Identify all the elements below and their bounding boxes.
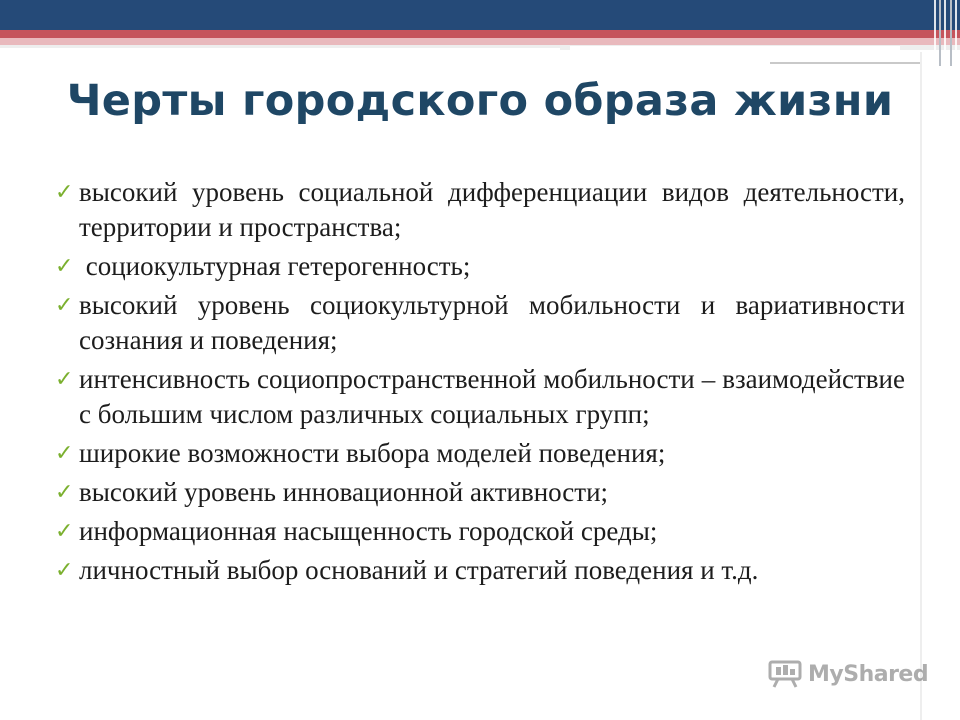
header-band-pink — [0, 38, 960, 45]
header-band-blue — [0, 0, 960, 30]
checkmark-icon: ✓ — [55, 441, 74, 466]
list-item-text: интенсивность социопространственной мобильности – взаимодействие с большим числом различных социальных групп; — [79, 364, 905, 429]
list-item-text: широкие возможности выбора моделей поведения; — [79, 438, 666, 468]
checkmark-icon: ✓ — [55, 558, 74, 583]
projector-logo-icon — [768, 659, 802, 689]
checkmark-icon: ✓ — [55, 293, 74, 318]
checkmark-icon: ✓ — [55, 367, 74, 392]
header-band-red — [0, 30, 960, 38]
list-item — [55, 553, 905, 588]
myshared-watermark — [768, 654, 928, 694]
feature-list — [55, 175, 905, 592]
list-item — [55, 362, 905, 432]
checkmark-icon: ✓ — [55, 519, 74, 544]
list-item — [55, 288, 905, 358]
checkmark-icon: ✓ — [55, 480, 74, 505]
list-item — [55, 475, 905, 510]
list-item — [55, 436, 905, 471]
list-item — [55, 514, 905, 549]
list-item-text: социокультурная гетерогенность; — [79, 251, 471, 281]
list-item-text: высокий уровень социальной дифференциации видов деятельности, территории и пространства; — [79, 177, 905, 242]
list-item-text: личностный выбор оснований и стратегий поведения и т.д. — [79, 555, 759, 585]
header-vertical-stripes — [930, 0, 960, 66]
header-accent-line — [770, 62, 920, 64]
checkmark-icon: ✓ — [55, 180, 74, 205]
watermark-text: MyShared — [808, 661, 929, 687]
list-item — [55, 175, 905, 245]
list-item — [55, 249, 905, 284]
checkmark-icon: ✓ — [55, 254, 74, 279]
list-item-text: высокий уровень инновационной активности; — [79, 477, 609, 507]
list-item-text: информационная насыщенность городской среды; — [79, 516, 658, 546]
header-notch — [570, 46, 900, 56]
list-item-text: высокий уровень социокультурной мобильности и вариативности сознания и поведения; — [79, 290, 905, 355]
slide-title: Черты городского образа жизни — [66, 76, 894, 126]
header-notch-line — [0, 48, 560, 50]
right-margin-rule — [920, 52, 922, 720]
